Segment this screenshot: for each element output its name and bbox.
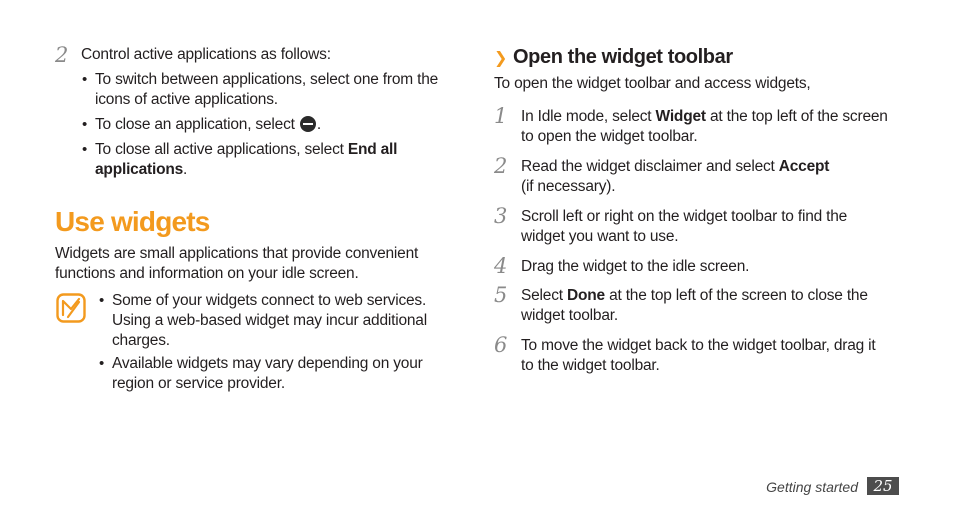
step-text: Drag the widget to the idle screen. bbox=[521, 258, 750, 275]
bullet-text: To close an application, select . bbox=[95, 116, 321, 133]
note-pencil-icon bbox=[56, 293, 86, 323]
step-number: 1 bbox=[494, 104, 508, 128]
minus-circle-icon bbox=[300, 116, 316, 132]
bullet: • bbox=[99, 355, 105, 372]
step-text: Scroll left or right on the widget toolbar to find the widget you want to use. bbox=[521, 208, 848, 245]
bullet-text: To close all active applications, select End all applications. bbox=[95, 141, 398, 178]
step-number: 3 bbox=[494, 204, 508, 228]
bullet: • bbox=[82, 116, 88, 133]
bullet: • bbox=[82, 141, 88, 158]
step-number: 4 bbox=[494, 254, 508, 278]
bullet-text: To switch between applications, select one from the icons of active applications. bbox=[95, 71, 439, 108]
step-number: 6 bbox=[494, 333, 508, 357]
subsection-heading: ❯ Open the widget toolbar bbox=[494, 46, 733, 68]
section-intro: Widgets are small applications that provide convenient functions and information on your idle screen. bbox=[55, 245, 419, 282]
step-number: 2 bbox=[55, 43, 69, 67]
step-text: Read the widget disclaimer and select Accept (if necessary). bbox=[521, 158, 830, 195]
footer-section-label: Getting started bbox=[766, 479, 858, 495]
bullet: • bbox=[99, 292, 105, 309]
page-number-badge: 25 bbox=[867, 477, 899, 495]
section-title: Use widgets bbox=[55, 206, 210, 237]
subsection-intro: To open the widget toolbar and access widgets, bbox=[494, 75, 811, 92]
note-text: Some of your widgets connect to web services. Using a web-based widget may incur additional charges. bbox=[112, 292, 427, 349]
note-text: Available widgets may vary depending on your region or service provider. bbox=[112, 355, 423, 392]
step-text: Select Done at the top left of the screen to close the widget toolbar. bbox=[521, 287, 868, 324]
step-text: To move the widget back to the widget toolbar, drag it to the widget toolbar. bbox=[521, 337, 876, 374]
chevron-right-icon: ❯ bbox=[494, 50, 508, 67]
step-text: In Idle mode, select Widget at the top left of the screen to open the widget toolbar. bbox=[521, 108, 888, 145]
step-number: 5 bbox=[494, 283, 508, 307]
bullet: • bbox=[82, 71, 88, 88]
step-number: 2 bbox=[494, 154, 508, 178]
step-text: Control active applications as follows: bbox=[81, 46, 331, 63]
